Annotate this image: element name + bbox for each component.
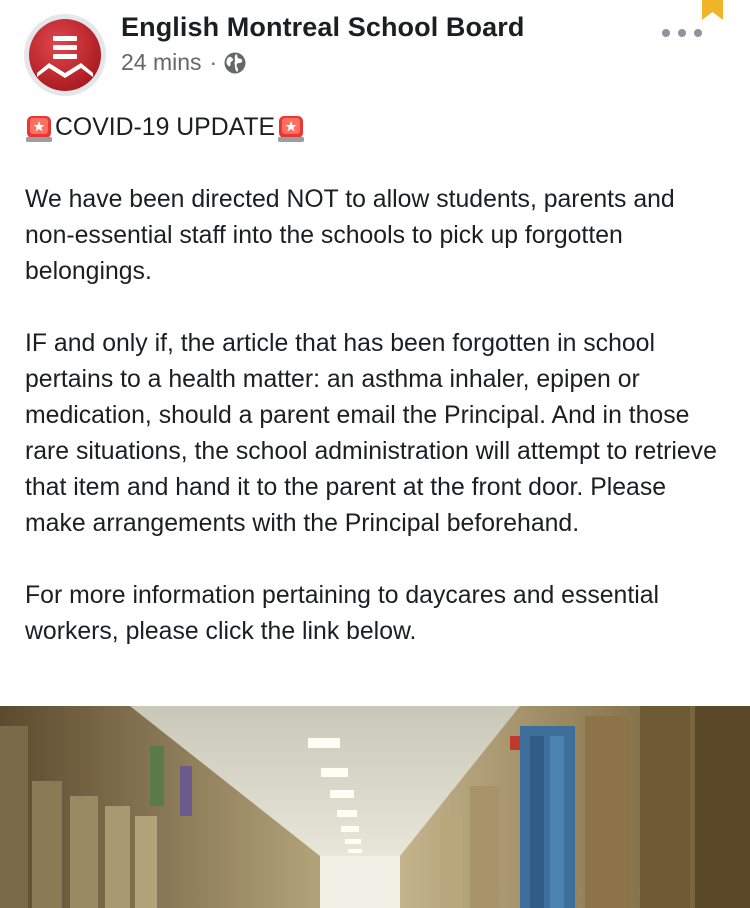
link-preview-image[interactable]: [0, 706, 750, 908]
post-headline: [25, 110, 725, 146]
post-time[interactable]: 24 mins: [121, 49, 202, 75]
post-paragraph: IF and only if, the article that has been forgotten in school pertains to a health matter: an asthma inhaler, epipen or medication, should a parent email the Principal. And in those rare situations, the school administration will attempt to retrieve that item and hand it to the parent at the front door. Please make arrangements with the Principal beforehand.: [25, 330, 717, 537]
siren-emoji-icon: [25, 113, 53, 143]
page-avatar[interactable]: [24, 14, 106, 96]
bookmark-icon[interactable]: [700, 0, 725, 20]
post-message: [25, 110, 725, 650]
siren-emoji-icon: [277, 113, 305, 143]
post-paragraph: We have been directed NOT to allow students, parents and non-essential staff into the schools to pick up forgotten belongings.: [25, 186, 675, 285]
more-dot: [694, 29, 702, 37]
globe-icon[interactable]: [223, 51, 247, 75]
more-dot: [678, 29, 686, 37]
emsb-logo-icon: [27, 17, 103, 93]
post-meta: [121, 49, 247, 76]
post-paragraph: For more information pertaining to daycares and essential workers, please click the link below.: [25, 582, 660, 645]
meta-separator: ·: [209, 49, 218, 75]
page-name[interactable]: English Montreal School Board: [121, 12, 525, 42]
more-options-button[interactable]: [662, 22, 702, 44]
school-hallway-image: [0, 706, 750, 908]
more-dot: [662, 29, 670, 37]
headline-text: COVID-19 UPDATE: [55, 114, 275, 141]
